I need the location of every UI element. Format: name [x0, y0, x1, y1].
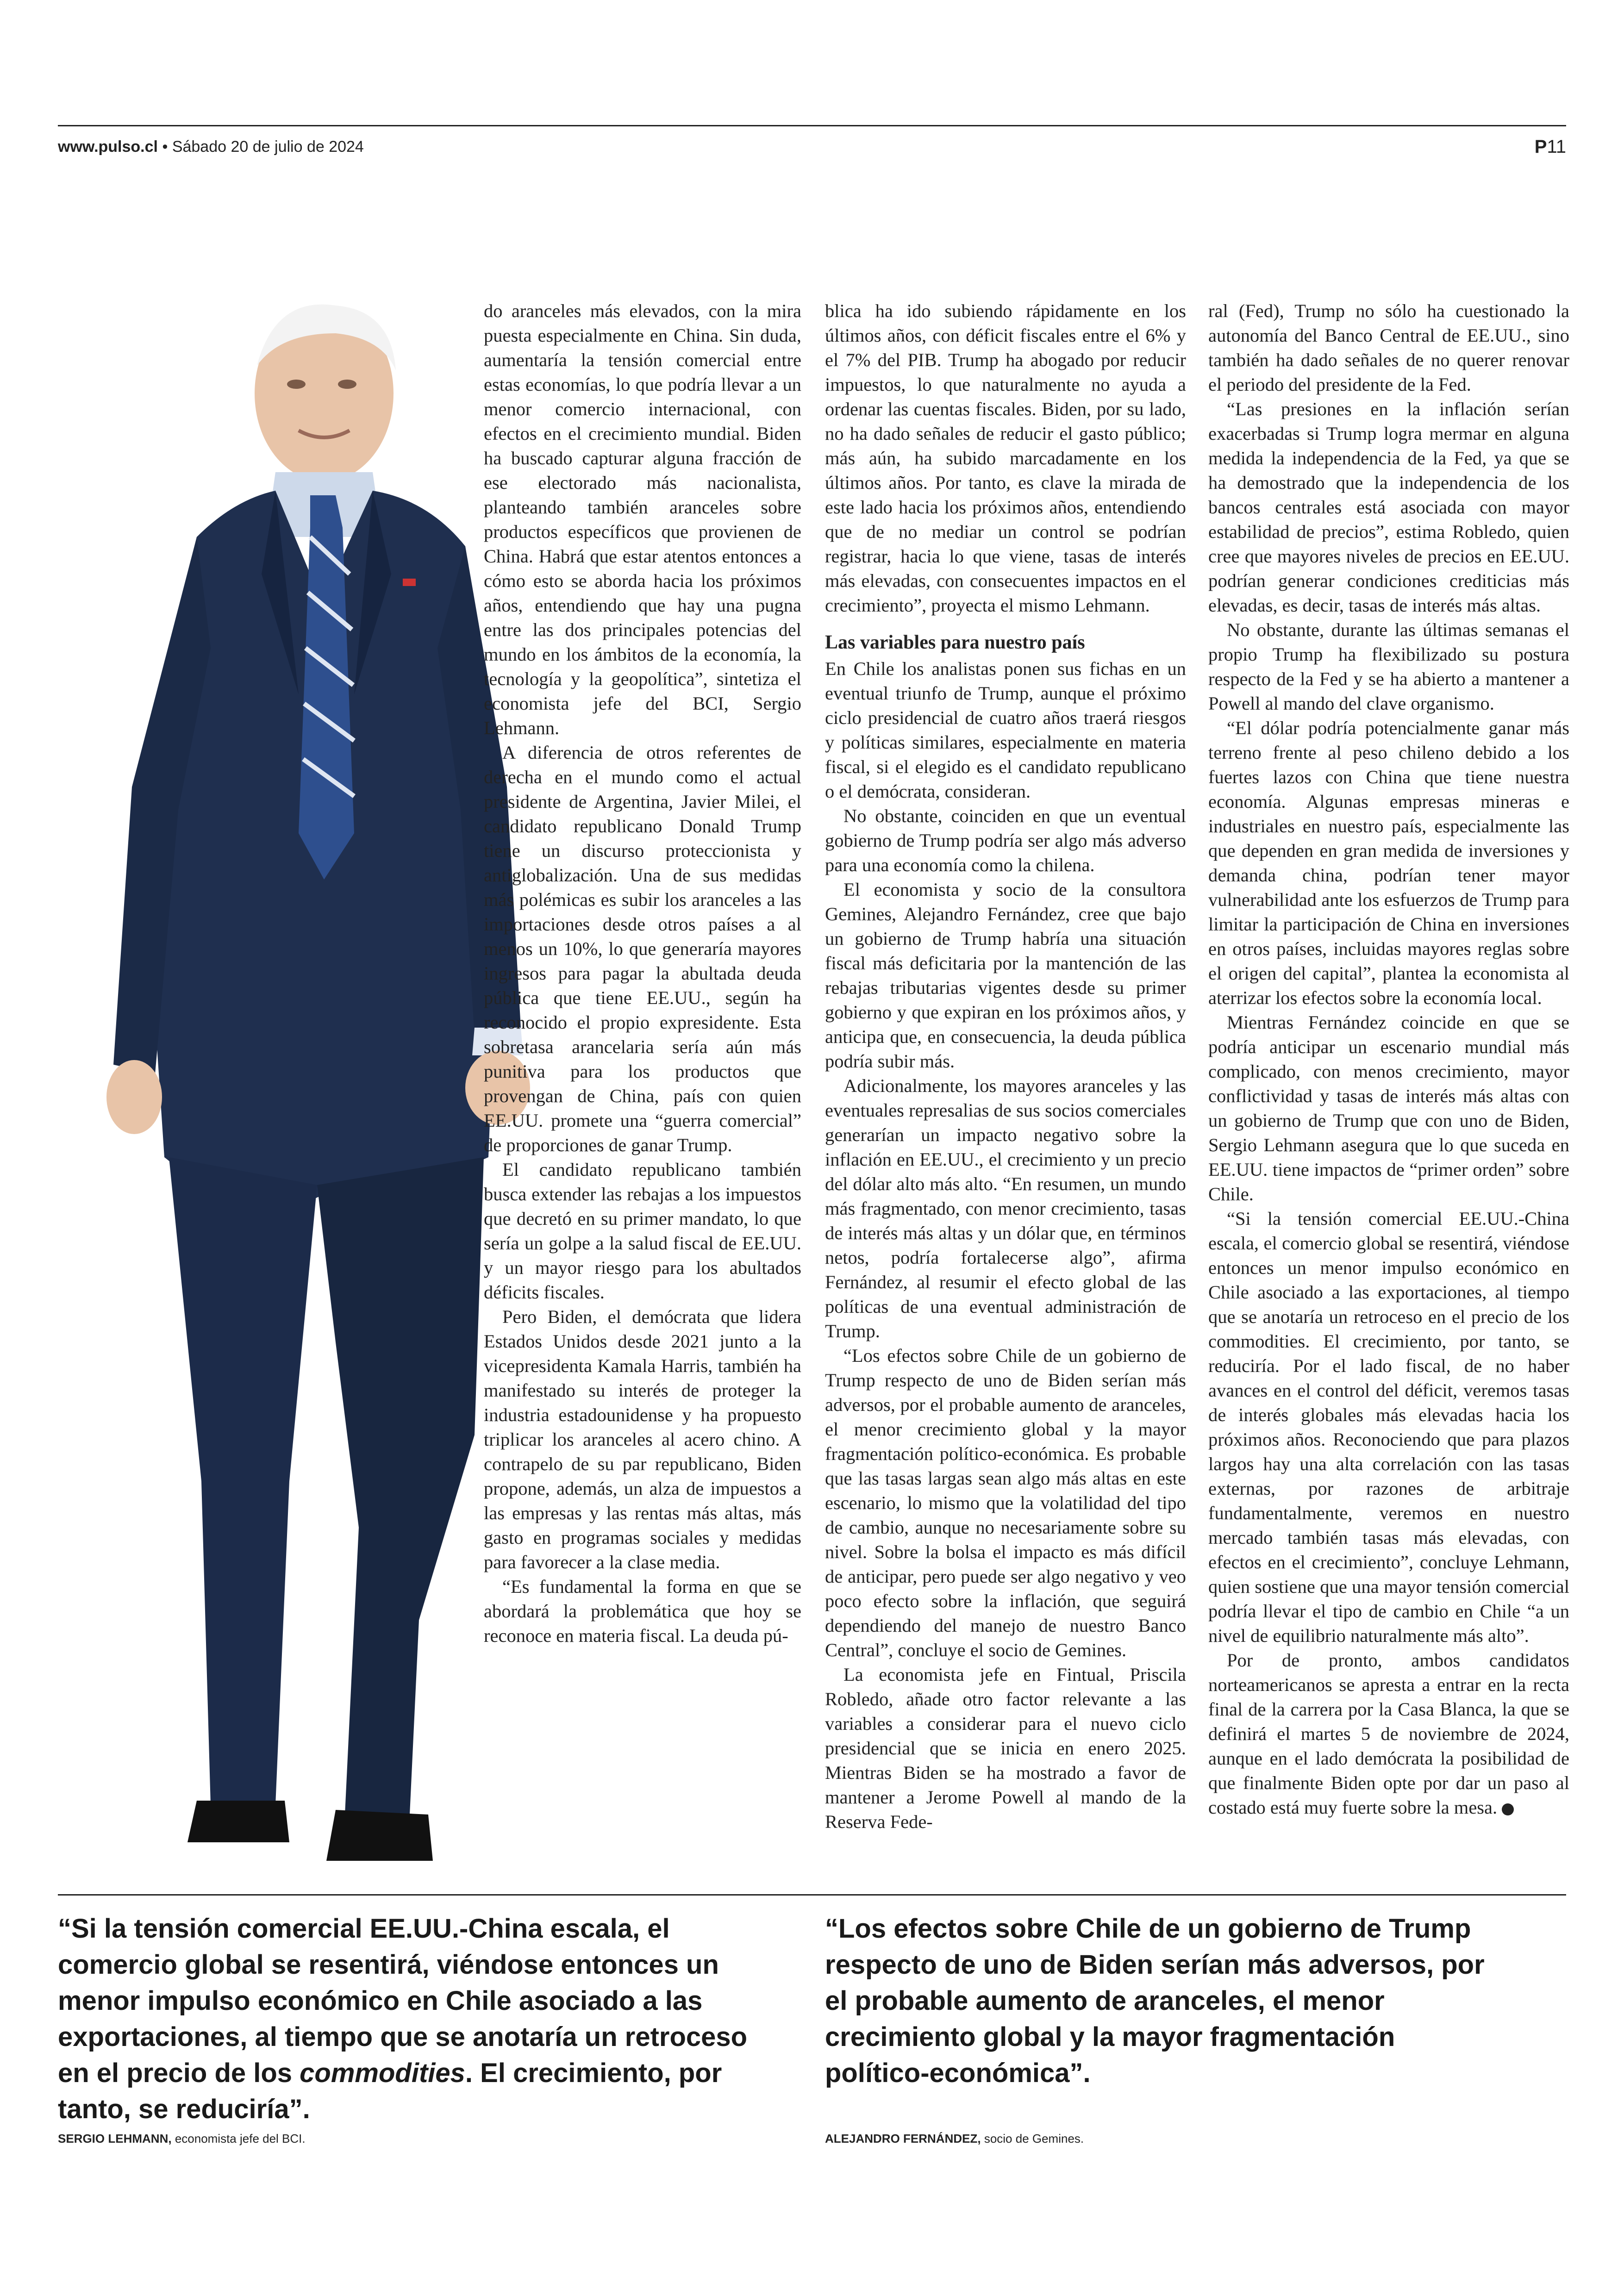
pull-quote-1-attribution — [58, 2132, 306, 2146]
article-column-1 — [484, 299, 801, 1648]
article-paragraph: En Chile los analistas ponen sus fichas en un eventual triunfo de Trump, aunque el próximo ciclo presidencial de cuatro años traerá riesgos y políticas similares, especialmente en materia fiscal, si el elegido es el candidato republicano o el demócrata, consideran. — [825, 658, 1186, 802]
article-paragraph: do aranceles más elevados, con la mira puesta especialmente en China. Sin duda, aumentaría la tensión comercial entre estas economías, lo que podría llevar a un menor comercio internacional, con efectos en el crecimiento mundial. Biden ha buscado capturar alguna fracción de ese electorado más nacionalista, planteando también aranceles sobre productos específicos que provienen de China. Habrá que estar atentos entonces a cómo esto se aborda hacia los próximos años, entendiendo que hay una pugna entre las dos principales potencias del mundo en los ámbitos de la economía, la tecnología y la geopolítica”, sintetiza el economista jefe del BCI, Sergio Lehmann. — [484, 300, 801, 738]
pull-quote-2-attribution — [825, 2132, 1084, 2146]
article-column-2 — [825, 299, 1186, 1834]
header-separator: • — [162, 137, 168, 156]
walking-man-illustration — [58, 278, 530, 1870]
last-paragraph-text: Por de pronto, ambos candidatos norteamericanos se apresta a entrar en la recta final de la carrera por la Casa Blanca, la que se definirá el martes 5 de noviembre de 2024, aunque en el lado demócrata la posibilidad de que finalmente Biden opte por dar un paso al costado está muy fuerte sobre la mesa. — [1208, 1650, 1569, 1818]
article-paragraph: A diferencia de otros referentes de derecha en el mundo como el actual presidente de Argentina, Javier Milei, el candidato republicano Donald Trump tiene un discurso proteccionista y antiglobalización. Una de sus medidas más polémicas es subir los aranceles a las importaciones desde otros países a al menos un 10%, lo que generaría mayores ingresos para pagar la abultada deuda pública que tiene EE.UU., según ha reconocido el propio expresidente. Esta sobretasa arancelaria sería aún más punitiva para los productos que provengan de China, país con quien EE.UU. promete una “guerra comercial” de proporciones de ganar Trump. — [484, 742, 801, 1155]
quote-role: economista jefe del BCI. — [175, 2132, 306, 2145]
article-paragraph: No obstante, coinciden en que un eventual gobierno de Trump podría ser algo más adverso para una economía como la chilena. — [825, 805, 1186, 875]
article-paragraph: “Las presiones en la inflación serían exacerbadas si Trump logra mermar en alguna medida la independencia de la Fed, ya que se ha demostrado que la independencia de los bancos centrales está asociada con mayor estabilidad de precios”, estima Robledo, quien cree que mayores niveles de precios en EE.UU. podrían generar condiciones crediticias más elevadas, es decir, tasas de interés más altas. — [1208, 399, 1569, 616]
page-header — [58, 125, 1566, 167]
article-paragraph: “Los efectos sobre Chile de un gobierno de Trump respecto de uno de Biden serían más adversos, por el probable aumento de aranceles, el menor crecimiento global y la mayor fragmentación político-económica. Es probable que las tasas largas sean algo más altas en este escenario, lo mismo que la volatilidad del tipo de cambio, aunque no necesariamente sobre su nivel. Sobre la bolsa el impacto es más difícil de anticipar, pero puede ser algo negativo y veo poco efecto sobre la inflación, que seguirá dependiendo del manejo de nuestro Banco Central”, concluye el socio de Gemines. — [825, 1345, 1186, 1660]
article-paragraph: Adicionalmente, los mayores aranceles y las eventuales represalias de sus socios comerciales generarían un impacto negativo sobre la inflación en EE.UU., el crecimiento y un precio del dólar alto más alto. “En resumen, un mundo más fragmentado, con menor crecimiento, tasas de interés más altas y un dólar que, en términos netos, podría fortalecerse algo”, afirma Fernández, al resumir el efecto global de las políticas de una eventual administración de Trump. — [825, 1075, 1186, 1341]
cover-photo — [58, 278, 530, 1870]
article-paragraph: No obstante, durante las últimas semanas el propio Trump ha flexibilizado su postura respecto de la Fed y se ha abierto a mantener a Powell al mando del clave organismo. — [1208, 619, 1569, 714]
end-mark-icon: P — [1502, 1803, 1514, 1815]
page-number-value: 11 — [1547, 136, 1566, 157]
pull-quote-italic: commodities — [300, 2058, 465, 2088]
pull-quote-2: “Los efectos sobre Chile de un gobierno de Trump respecto de uno de Biden serían más adversos, por el probable aumento de aranceles, el menor crecimiento global y la mayor fragmentación político-económica”. — [825, 1914, 1485, 2088]
article-paragraph: “Es fundamental la forma en que se abordará la problemática que hoy se reconoce en materia fiscal. La deuda pú- — [484, 1576, 801, 1646]
section-divider — [58, 1894, 1566, 1896]
article-paragraph: “El dólar podría potencialmente ganar más terreno frente al peso chileno debido a los fuertes lazos con China que tiene nuestra economía. Algunas empresas mineras e industriales en nuestro país, especialmente las que dependen en gran medida de inversiones y demanda china, podrían tener mayor vulnerabilidad ante los esfuerzos de Trump para limitar la participación de China en inversiones en otros países, incluidas mayores reglas sobre el origen del capital”, plantea la economista al aterrizar los efectos sobre la economía local. — [1208, 717, 1569, 1008]
section-subhead: Las variables para nuestro país — [825, 632, 1085, 653]
article-paragraph: ral (Fed), Trump no sólo ha cuestionado la autonomía del Banco Central de EE.UU., sino también ha dado señales de no querer renovar el periodo del presidente de la Fed. — [1208, 300, 1569, 395]
quote-role: socio de Gemines. — [984, 2132, 1084, 2145]
page-number — [1535, 137, 1566, 157]
page-prefix: P — [1534, 136, 1547, 157]
article-paragraph: El candidato republicano también busca extender las rebajas a los impuestos que decretó en su primer mandato, lo que sería un golpe a la salud fiscal de EE.UU. y un mayor riesgo para los abultados déficits fiscales. — [484, 1159, 801, 1303]
article-paragraph: blica ha ido subiendo rápidamente en los últimos años, con déficit fiscales entre el 6% y el 7% del PIB. Trump ha abogado por reducir impuestos, lo que naturalmente no ayuda a ordenar las cuentas fiscales. Biden, por su lado, no ha dado señales de reducir el gasto público; más aún, ha subido marcadamente en los últimos años. Por tanto, es clave la mirada de este lado hacia los próximos años, entendiendo que de no mediar un control se podrían registrar, hacia lo que viene, tasas de interés más elevadas, con consecuentes impactos en el crecimiento”, proyecta el mismo Lehmann. — [825, 300, 1186, 616]
quote-author: ALEJANDRO FERNÁNDEZ, — [825, 2132, 981, 2145]
quote-author: SERGIO LEHMANN, — [58, 2132, 172, 2145]
issue-date: Sábado 20 de julio de 2024 — [172, 137, 364, 156]
article-paragraph: El economista y socio de la consultora Gemines, Alejandro Fernández, cree que bajo un gobierno de Trump habría una situación fiscal más deficitaria por la mantención de las rebajas tributarias vigentes desde su primer gobierno y que expiran en los próximos años, y anticipa que, en consecuencia, la deuda pública podría subir más. — [825, 879, 1186, 1072]
header-left — [58, 138, 364, 156]
article-paragraph: La economista jefe en Fintual, Priscila Robledo, añade otro factor relevante a las variables a considerar para el nuevo ciclo presidencial que se inicia en enero 2025. Mientras Biden se ha mostrado a favor de mantener a Jerome Powell al mando de la Reserva Fede- — [825, 1664, 1186, 1832]
pull-quote-text-end: . El crecimiento, por tanto, se reduciría”. — [58, 2058, 722, 2124]
article-paragraph: Pero Biden, el demócrata que lidera Estados Unidos desde 2021 junto a la vicepresidenta Kamala Harris, también ha manifestado su interés de proteger la industria estadounidense y ha propuesto triplicar los aranceles al acero chino. A contrapelo de su par republicano, Biden propone, además, un alza de impuestos a las empresas y las rentas más altas, más gasto en programas sociales y medidas para favorecer a la clase media. — [484, 1306, 801, 1572]
pull-quote-1 — [58, 1911, 780, 2127]
article-paragraph: Mientras Fernández coincide en que se podría anticipar un escenario mundial más complicado, con menos crecimiento, mayor conflictividad y tasas de interés más altas con un gobierno de Trump que con uno de Biden, Sergio Lehmann asegura que lo que suceda en EE.UU. tiene impactos de “primer orden” sobre Chile. — [1208, 1012, 1569, 1204]
site-url[interactable]: www.pulso.cl — [58, 137, 158, 156]
article-paragraph-last — [1208, 1648, 1569, 1820]
article-paragraph: “Si la tensión comercial EE.UU.-China escala, el comercio global se resentirá, viéndose entonces un menor impulso económico en Chile asociado a las exportaciones, al tiempo que se anotaría un retroceso en el precio de los commodities. El crecimiento, por tanto, se reduciría. Por el lado fiscal, de no haber avances en el control del déficit, veremos tasas de interés globales más elevadas hacia los próximos años. Reconociendo que para plazos largos hay una alta correlación con las tasas externas, por razones de arbitraje fundamentalmente, veremos en nuestro mercado también tasas más elevadas, con efectos en el crecimiento”, concluye Lehmann, quien sostiene que una mayor tensión comercial podría llevar el tipo de cambio en Chile “a un nivel de equilibrio naturalmente más alto”. — [1208, 1208, 1569, 1646]
article-column-3 — [1208, 299, 1569, 1820]
pull-quote-text: “Si la tensión comercial EE.UU.-China escala, el comercio global se resentirá, viéndose entonces un menor impulso económico en Chile asociado a las exportaciones, al tiempo que se anotaría un retroceso en el precio de los — [58, 1914, 748, 2088]
